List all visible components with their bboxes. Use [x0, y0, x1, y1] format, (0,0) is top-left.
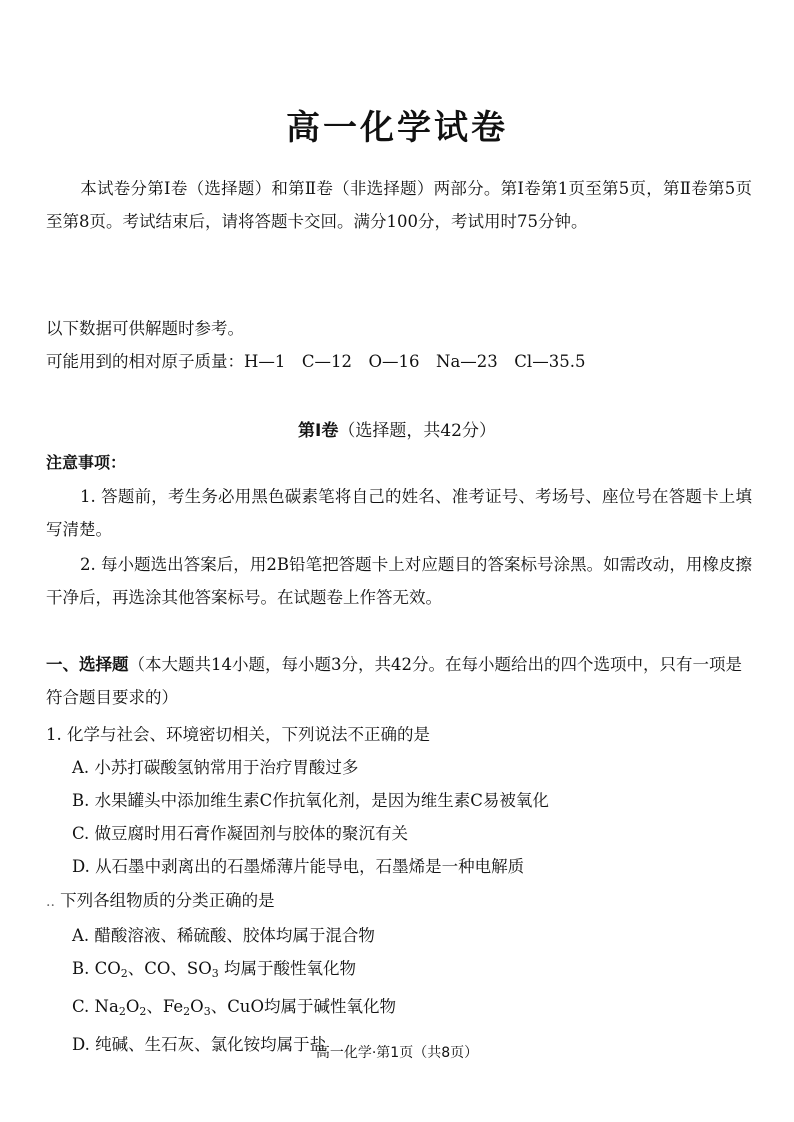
section-desc: （选择题，共42分） — [338, 421, 496, 441]
option-b: B. $CO_2$、CO、$SO_3$ 均属于酸性氧化物 — [72, 959, 357, 980]
option-a: A. 醋酸溶液、稀硫酸、胶体均属于混合物 — [72, 926, 375, 945]
reference-line-2: 可能用到的相对原子质量：H—1 C—12 O—16 Na—23 Cl—35.5 — [46, 352, 586, 371]
page-title: 高一化学试卷 — [286, 108, 508, 148]
option-d: D. 从石墨中剥离出的石墨烯薄片能导电，石墨烯是一种电解质 — [72, 857, 525, 876]
option-a: A. 小苏打碳酸氢钠常用于治疗胃酸过多 — [72, 758, 359, 777]
option-d: D. 纯碱、生石灰、氯化铵均属于盐 — [72, 1035, 327, 1054]
note-item-1: 1. 答题前，考生务必用黑色碳素笔将自己的姓名、准考证号、考场号、座位号在答题卡上填写清楚。 — [46, 487, 752, 539]
part1-desc: （本大题共14小题，每小题3分，共42分。在每小题给出的四个选项中，只有一项是符合题目要求的） — [46, 655, 742, 707]
option-b: B. 水果罐头中添加维生素C作抗氧化剂，是因为维生素C易被氧化 — [72, 791, 549, 810]
section-label: 第Ⅰ卷 — [298, 421, 339, 441]
notes-title: 注意事项： — [46, 453, 127, 472]
note-item-2: 2. 每小题选出答案后，用2B铅笔把答题卡上对应题目的答案标号涂黑。如需改动，用橡皮擦干净后，再选涂其他答案标号。在试题卷上作答无效。 — [46, 555, 752, 607]
question-2 — [46, 884, 752, 1061]
reference-block — [46, 312, 752, 378]
question-number: .. — [46, 894, 55, 910]
part1-heading: 一、选择题 — [46, 655, 129, 674]
intro-paragraph — [46, 172, 752, 238]
section-heading — [0, 416, 794, 441]
question-stem: 1. 化学与社会、环境密切相关，下列说法不正确的是 — [46, 725, 430, 744]
part1-instructions — [46, 648, 752, 714]
option-c: C. $Na_2O_2$、$Fe_2O_3$、CuO均属于碱性氧化物 — [72, 997, 396, 1018]
reference-line-1: 以下数据可供解题时参考。 — [46, 319, 244, 338]
question-1 — [46, 718, 752, 883]
notes-list — [46, 480, 752, 616]
option-c: C. 做豆腐时用石膏作凝固剂与胶体的聚沉有关 — [72, 824, 409, 843]
question-stem: .. 下列各组物质的分类正确的是 — [46, 891, 275, 910]
page-footer: 高一化学·第1页（共8页） — [315, 1045, 479, 1061]
intro-text: 本试卷分第Ⅰ卷（选择题）和第Ⅱ卷（非选择题）两部分。第Ⅰ卷第1页至第5页，第Ⅱ卷第5页至第8页。考试结束后，请将答题卡交回。满分100分，考试用时75分钟。 — [46, 179, 752, 231]
